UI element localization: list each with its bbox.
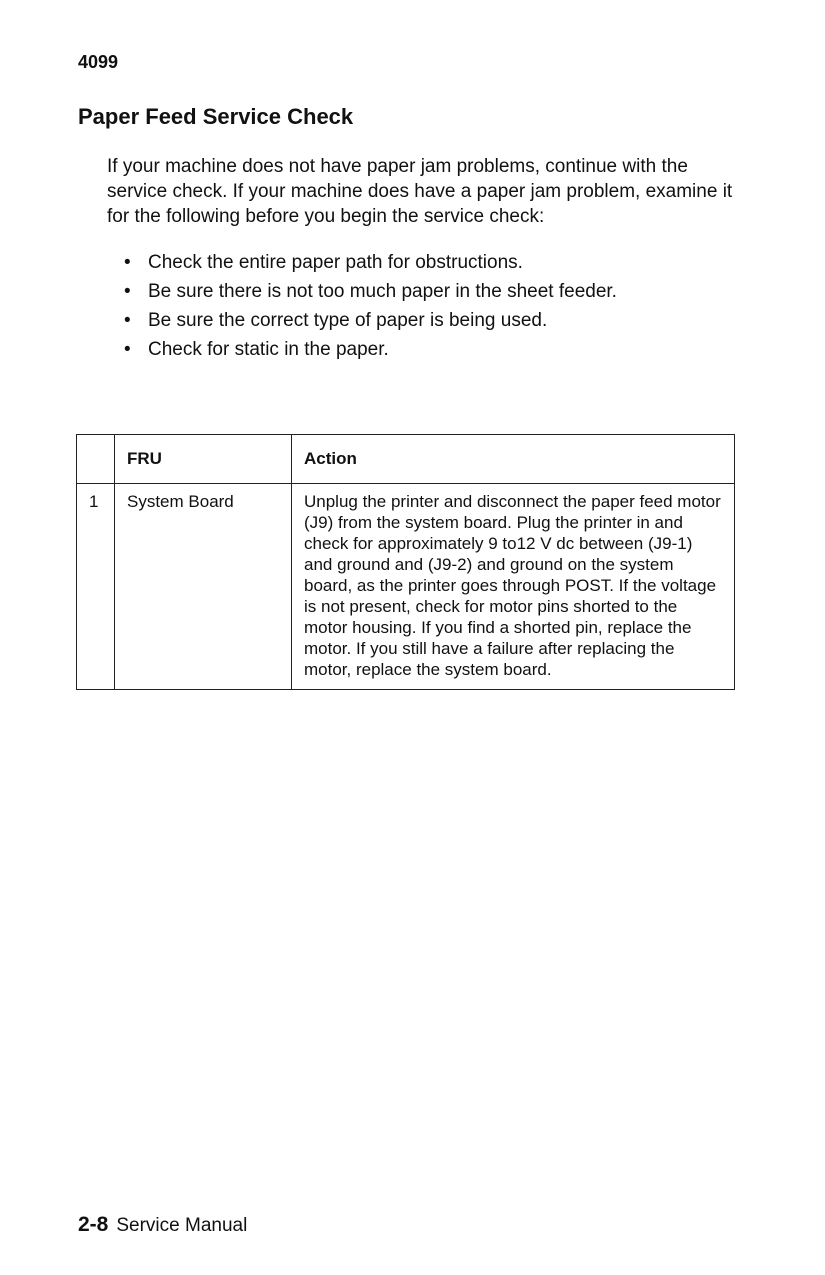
table-header-row (77, 435, 735, 484)
manual-title: Service Manual (116, 1215, 248, 1236)
header-step-number (77, 435, 115, 484)
checklist-item (120, 308, 617, 337)
action-cell: Unplug the printer and disconnect the paper feed motor (J9) from the system board. Plug the printer in and check for approximately 9 to12 V dc between (J9-1) and ground and (J9-2) and ground on the system board, as the printer goes through POST. If the voltage is not present, check for motor pins shorted to the motor housing. If you find a shorted pin, replace the motor. If you still have a failure after replacing the motor, replace the system board. (292, 484, 735, 690)
checklist-item-text: Check for static in the paper. (148, 339, 389, 360)
fru-action-table (76, 434, 735, 690)
checklist (120, 250, 617, 366)
bullet-icon: • (124, 310, 131, 331)
page-footer (78, 1213, 247, 1237)
bullet-icon: • (124, 252, 131, 273)
bullet-icon: • (124, 281, 131, 302)
header-model-code: 4099 (78, 52, 119, 72)
section-title: Paper Feed Service Check (78, 104, 354, 129)
step-number: 1 (77, 484, 115, 690)
bullet-icon: • (124, 339, 131, 360)
checklist-item-text: Be sure there is not too much paper in the sheet feeder. (148, 281, 617, 302)
checklist-item (120, 279, 617, 308)
checklist-item-text: Be sure the correct type of paper is being used. (148, 310, 548, 331)
page-number: 2-8 (78, 1213, 109, 1236)
table-row (77, 484, 735, 690)
checklist-item (120, 250, 617, 279)
header-fru: FRU (115, 435, 292, 484)
checklist-item-text: Check the entire paper path for obstructions. (148, 252, 523, 273)
checklist-item (120, 337, 617, 366)
fru-cell: System Board (115, 484, 292, 690)
intro-paragraph: If your machine does not have paper jam problems, continue with the service check. If your machine does have a paper jam problem, examine it for the following before you begin the service check: (107, 156, 733, 227)
header-action: Action (292, 435, 735, 484)
